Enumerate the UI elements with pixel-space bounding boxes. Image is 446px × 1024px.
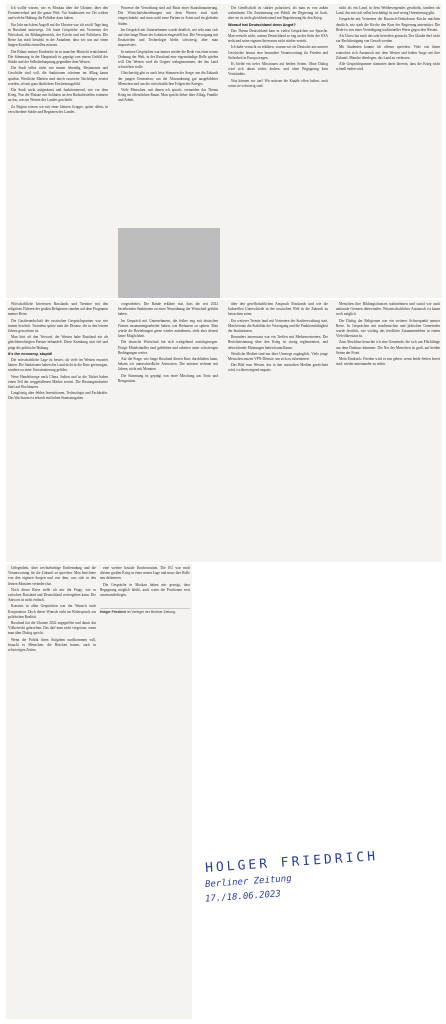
paragraph: Russland hat die Ukraine 2022 angegriffen und damit das Völkerrecht gebrochen. Das darf man nicht vergessen, wenn man über Dialog spricht. [8, 621, 96, 636]
paragraph: Zu Beginn reisten wir mit einer kleinen Gruppe, später allein, in verschiedene Städte und Regionen des Landes. [8, 104, 108, 114]
paragraph: Neue Handelswege nach China, Indien und in die Türkei haben einen Teil der weggefallenen Märkte ersetzt. Die Rüstungsindustrie läuft auf Hochtouren. [8, 374, 108, 390]
paragraph: vorgearbeitet. Die Bande erklärte mir, dass die seit 2022 bestehenden Sanktionen zu einer Neuordnung der Wirtschaft geführt haben. [118, 302, 218, 317]
paragraph: Alle Gesprächspartner stimmten darin überein, dass der Krieg nicht schnell enden wird. [336, 62, 440, 72]
lower-column-1 [8, 566, 96, 1017]
handwritten-source: Berliner Zeitung [204, 873, 292, 891]
paragraph: Die Stadt wirkt aufgeräumt und funktionierend, wie vor dem Krieg. Nur die Plakate mit Soldaten an den Bushaltestellen erinnern an das, was im Westen des Landes geschieht. [8, 88, 108, 103]
paragraph: Was können wir tun? Wir müssen die Kanäle offen halten, auch wenn sie schwierig sind. [228, 78, 328, 88]
paragraph: Ein Jahr nach dem Angriff auf die Ukraine war ich zwölf Tage lang in Russland unterwegs. Ich hatte Gespräche mit Vertretern der Wirtschaft, im Bildungsbereich, der Kirche und mit Politikern. Die Reise hat mich bestärkt in der Annahme, dass wir uns auf einen langen Konflikt einstellen müssen. [8, 22, 108, 48]
paragraph: Die Stimmung ist geprägt von einer Mischung aus Trotz und Resignation. [118, 373, 218, 383]
paragraph: Westliche Medien sind nur über Umwege zugänglich. Viele junge Menschen nutzen VPN-Dienste, um sich zu informieren. [228, 351, 328, 362]
paragraph: Die Gesellschaft ist stärker polarisiert, als man es von außen wahrnimmt. Die Zustimmung zur Politik der Regierung ist hoch, aber sie ist nicht gleichbedeutend mit Begeisterung für den Krieg. [228, 6, 328, 21]
author-name: Holger Friedrich [100, 610, 127, 614]
paragraph: eine weitere brutale Konfrontation. Die EU war nach diesem großen Krieg in einer neuen Lage und muss ihre Rolle neu definieren. [100, 566, 190, 581]
paragraph: Wenn die Politik ihren Aufgaben nachkommen will, braucht es Menschen, die Brücken bauen, auch in schwierigen Zeiten. [8, 637, 96, 653]
handwritten-author: HOLGER FRIEDRICH [204, 848, 379, 877]
author-role: ist Verleger der Berliner Zeitung. [127, 610, 176, 614]
author-caption [100, 610, 192, 620]
paragraph: Mein Eindruck: Frieden wird es nur geben, wenn beide Seiten bereit sind, wieder miteinander zu reden. [336, 357, 440, 367]
paragraph: Man hört oft den Vorwurf, der Westen habe Russland nie als gleichberechtigten Partner behandelt. Diese Kränkung sitzt tief und prägt die politische Haltung. [8, 335, 108, 350]
paragraph: Menschen ihre Bildungschancen wahrnehmen und sozial wie auch nationale Grenzen überwinden. Wissenschaftlicher Austausch ist kaum noch möglich. [336, 302, 440, 317]
top-column-3 [228, 6, 328, 296]
paragraph: Die deutsche Wirtschaft hat sich weitgehend zurückgezogen. Einige Mittelständler sind geblieben und arbeiten unter schwierigen Bedingungen weiter. [118, 340, 218, 355]
handwritten-date: 17./18.06.2023 [204, 889, 282, 905]
paragraph: Gelegenheit, über wechselseitige Entfremdung und die Verantwortung für die Zukunft zu sprechen. Man berichtete von den eigenen Sorgen und von dem, was sich in den letzten Monaten verändert hat. [8, 566, 96, 586]
paragraph: Im Gespräch mit Unternehmern, die früher eng mit deutschen Firmen zusammengearbeitet haben, war Bedauern zu spüren. Man würde die Beziehungen gerne wieder aufnehmen, sieht aber derzeit keine Möglichkeit. [118, 318, 218, 339]
paragraph: In meinen Gesprächen war immer wieder die Rede von einer neuen Ordnung der Welt, in der Russland eine eigenständige Rolle spielen will. Der Westen wird als Gegner wahrgenommen, der das Land schwächen wolle. [118, 49, 218, 70]
paragraph: Auf die Frage, wie lange Russland diesen Kurs durchhalten kann, bekam ich unterschiedliche Antworten. Die meisten rechnen mit Jahren, nicht mit Monaten. [118, 357, 218, 372]
paragraph: Der Dialog der Religionen war ein weiterer Schwerpunkt meiner Reise. In Gesprächen mit muslimischen und jüdischen Gemeinden wurde deutlich, wie wichtig das friedliche Zusammenleben in einem Vielvölkerstaat ist. [336, 318, 440, 339]
paragraph: Die wirtschaftliche Lage ist besser, als viele im Westen erwartet hatten. Die Sanktionen haben das Land nicht in die Knie gezwungen, sondern zu einer Umorientierung geführt. [8, 358, 108, 373]
lower-column-2 [100, 566, 190, 606]
top-column-4 [336, 6, 440, 296]
middle-column-4 [336, 302, 440, 560]
paragraph: Ich wollte wissen, wie es Moskau über die Ukraine, über den Frontenverlauf und die ganze Welt. Vor Sanktionen vor Ort wirken und welche Haltung die Politiker dazu haben. [8, 6, 108, 21]
article-photo [118, 228, 220, 298]
paragraph: Zum Abschluss besuchte ich eine Gemeinde, die sich um Flüchtlinge aus dem Donbass kümmert. Die Not der Menschen ist groß, auf beiden Seiten der Front. [336, 340, 440, 355]
middle-column-2 [118, 302, 218, 560]
paragraph: Es bleibt ein tiefes Misstrauen auf beiden Seiten. Ohne Dialog wird sich daran nichts ändern, und ohne Begegnung kein Verständnis. [228, 62, 328, 77]
paragraph: Noch dieser Reise stelle ich mir die Frage, wie es zwischen Russland und Deutschland weitergehen kann. Die Antwort ist nicht einfach. [8, 587, 96, 603]
paragraph: Die Bilanz meiner Eindrücke ist in mancher Hinsicht ernüchternd. Die Stimmung in der Hauptstadt ist geprägt von einem Gefühl der Stärke und der Selbstbehauptung gegenüber dem Westen. [8, 49, 108, 65]
subheading: It's the economy, stupid! [8, 351, 53, 356]
paragraph: Konsens in allen Gesprächen war der Wunsch nach Kooperation. Doch dieser Wunsch steht im Widerspruch zur politischen Realität. [8, 604, 96, 619]
paragraph: Die Gastfreundschaft der russischen Gesprächspartner war wie immer herzlich. Trotzdem spürte man die Distanz, die in den letzten Jahren gewachsen ist. [8, 318, 108, 334]
paragraph: nicht als ein Land, in dem Weltbewegendes geschieht, sondern als Land, das mit sich selbst beschäftigt ist und wenig Orientierung gibt. [336, 6, 440, 16]
middle-column-1 [8, 302, 108, 560]
top-column-2 [118, 6, 218, 226]
paragraph: Langfristig aber fehlen Investitionen, Technologie und Fachkräfte. Das Wachstum ist erkauft mit hohen Staatsausgaben. [8, 391, 108, 401]
paragraph: Die Gespräche in Moskau haben mir gezeigt, dass Begegnung möglich bleibt, auch wenn die Positionen weit auseinanderliegen. [100, 582, 190, 598]
middle-column-3 [228, 302, 328, 560]
paragraph: Ich habe versucht zu erklären, warum wir als Deutsche aus unserer Geschichte heraus eine besondere Verantwortung für Frieden und Sicherheit in Europa tragen. [228, 45, 328, 60]
paragraph: Besonders interessant war ein Treffen mit Medienvertretern. Die Berichterstattung über den Krieg ist streng reglementiert, und abweichende Meinungen haben kaum Raum. [228, 335, 328, 350]
paragraph: Prozesse der Verwaltung sind auf Basis einer Staatsfinanzierung. Die Wirtschaftsbeziehungen mit dem Westen sind stark eingeschränkt, und man sucht neue Partner in Asien und im globalen Süden. [118, 6, 218, 26]
caption-rule [100, 608, 190, 609]
top-column-1 [8, 6, 108, 296]
paragraph: Viele Menschen, mit denen ich sprach, vermeiden das Thema Krieg im öffentlichen Raum. Man spricht lieber über Alltag, Familie und Arbeit. [118, 88, 218, 103]
paragraph: Im Gespräch mit Unternehmern wurde deutlich, wie sehr man sich auf eine lange Phase der Isolation eingestellt hat. Die Versorgung mit Ersatzteilen und Technologie bleibt schwierig, aber man improvisiert. [118, 27, 218, 48]
paragraph: Das Bild vom Westen, das in den russischen Medien gezeichnet wird, ist überwiegend negativ. [228, 363, 328, 373]
paragraph: über den gesellschaftlichen Anspruch Russlands und wie die kulturellen Unterschiede in der russischen Welt in die Zukunft zu betrachten seien. [228, 302, 328, 317]
paragraph: Das Thema Deutschland kam in vielen Gesprächen zur Sprache. Man versteht nicht, warum Deutschland so eng an der Seite der USA steht und seine eigenen Interessen nicht stärker vertritt. [228, 28, 328, 44]
paragraph: Ein weiterer Termin fand mit Vertretern der Stadtverwaltung statt. Man betonte die Stabilität der Versorgung und die Funktionsfähigkeit der Institutionen. [228, 318, 328, 334]
paragraph: Gespräche mit Vertretern der Russisch-Orthodoxen Kirche machten deutlich, wie stark die Kirche den Kurs der Regierung unterstützt. Die Rede ist von einer Verteidigung traditioneller Werte gegen den Westen. [336, 17, 440, 32]
paragraph: Als Christ hat mich das sehr betroffen gemacht. Der Glaube darf nicht zur Rechtfertigung von Gewalt werden. [336, 34, 440, 44]
paragraph: Gleichzeitig gibt es auch leise Stimmen der Sorge: um die Zukunft der jungen Generation, um die Abwanderung gut ausgebildeter Menschen und um die wirtschaftlichen Folgen des Krieges. [118, 71, 218, 86]
paragraph: Die Stadt selbst wirkt wie immer lebendig. Restaurants und Geschäfte sind voll, die Sanktionen scheinen im Alltag kaum spürbar. Westliche Marken sind durch russische Nachfolger ersetzt worden, oft mit ganz ähnlichem Erscheinungsbild. [8, 66, 108, 86]
subheading: Worauf hat Deutschland denn Angst? [228, 22, 296, 27]
paragraph: Wirtschaftliche Interessen Russlands und Termine mit den religiösen Führern der großen Religionen standen auf dem Programm meiner Reise. [8, 302, 108, 317]
paragraph: Mit Studenten konnte ich offener sprechen. Viele von ihnen wünschen sich Austausch mit dem Westen und haben Sorge um ihre Zukunft. Manche überlegen, das Land zu verlassen. [336, 45, 440, 60]
